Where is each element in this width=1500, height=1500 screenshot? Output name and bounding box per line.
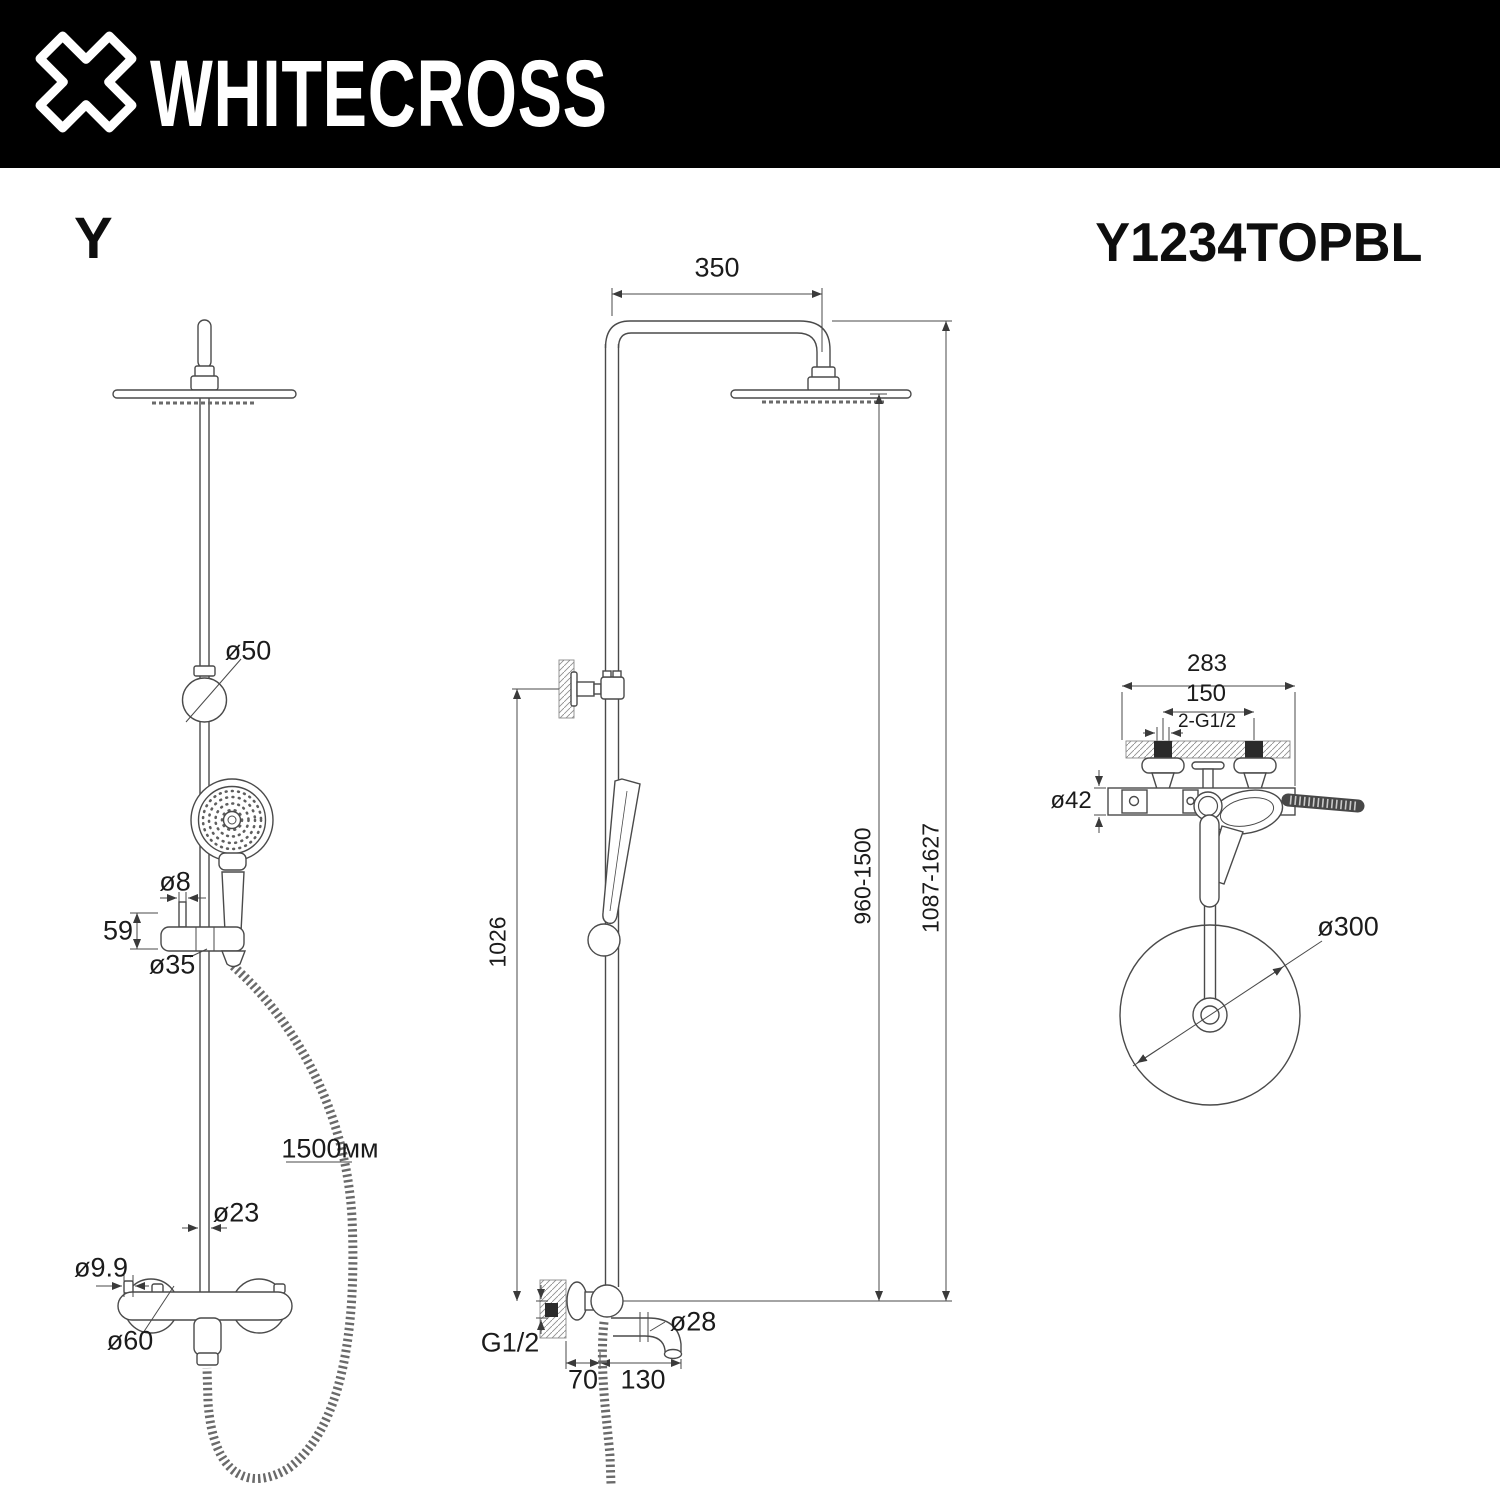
model-number: Y1234TOPBL [1094, 211, 1422, 273]
side-view-drawing [512, 288, 952, 1484]
dim-side-spout-reach: 130 [620, 1364, 666, 1395]
dim-side-riser-height-range: 960-1500 [849, 827, 876, 925]
dim-front-hose-length: 1500мм [281, 1133, 379, 1164]
dim-side-spout-offset: 70 [567, 1364, 599, 1395]
dim-side-spout-diameter: ø28 [669, 1306, 717, 1337]
dim-front-riser-diameter: ø23 [212, 1197, 260, 1228]
dim-front-pin-diameter: ø8 [159, 866, 191, 897]
dim-front-bracket-height: 59 [102, 915, 134, 946]
dim-side-total-height-range: 1087-1627 [917, 823, 944, 933]
brand-name: WHITECROSS [150, 41, 608, 147]
dim-front-screw-diameter: ø9.9 [73, 1252, 129, 1283]
dim-front-body-diameter: ø60 [106, 1325, 154, 1356]
dim-front-bracket-diameter: ø35 [148, 949, 196, 980]
dim-side-inlet-thread: G1/2 [480, 1327, 540, 1358]
series-label: Y [74, 206, 113, 271]
dim-side-arm-reach: 350 [694, 252, 740, 283]
front-view-drawing [96, 320, 353, 1479]
dim-side-bracket-height: 1026 [484, 916, 511, 968]
dim-top-rain-head-diameter: ø300 [1317, 911, 1379, 942]
dim-top-body-diameter: ø42 [1050, 787, 1092, 814]
dim-top-inlet-spacing: 150 [1185, 680, 1227, 707]
dim-top-body-width: 283 [1186, 650, 1228, 677]
top-view-drawing [1094, 686, 1358, 1105]
dim-front-diverter-diameter: ø50 [224, 635, 272, 666]
dim-top-inlet-thread: 2-G1/2 [1177, 711, 1237, 732]
